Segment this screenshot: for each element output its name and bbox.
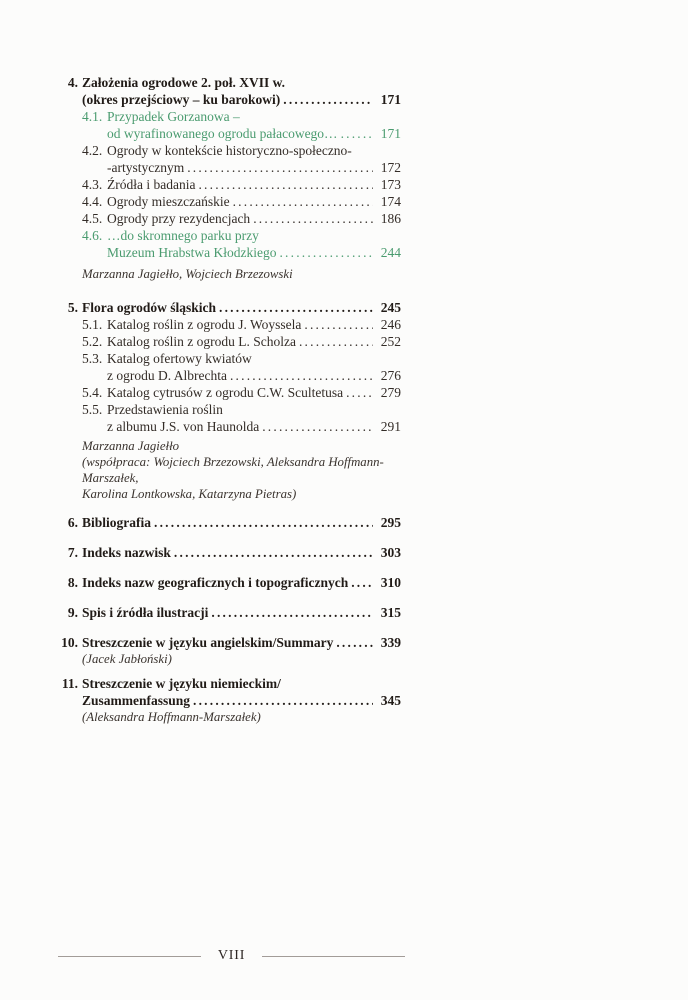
toc-entry-title: Spis i źródła ilustracji (82, 605, 209, 620)
section-authors (60, 438, 401, 502)
toc-entry-number: 4.3. (82, 177, 103, 192)
section-authors: Marzanna Jagiełło, Wojciech Brzezowski (82, 267, 293, 281)
toc-entry-title: Zusammenfassung (82, 693, 191, 708)
toc-entry-title: …do skromnego parku przy (107, 228, 259, 243)
dot-leader (230, 367, 373, 384)
toc-entry-number: 4.2. (82, 143, 103, 158)
dot-leader (187, 159, 373, 176)
toc-row (60, 350, 401, 367)
page-number: 172 (380, 160, 401, 175)
toc-entry-title: Streszczenie w języku angielskim/Summary (82, 635, 334, 650)
dot-leader (193, 692, 373, 709)
page-number: 339 (380, 635, 401, 650)
dot-leader (154, 514, 373, 531)
section-authors: (Jacek Jabłoński) (82, 652, 172, 666)
footer-rule-left (58, 956, 201, 957)
dot-leader (351, 574, 373, 591)
dot-leader (346, 384, 373, 401)
page-number: 345 (380, 693, 401, 708)
toc-row (60, 176, 401, 193)
toc-section (60, 574, 401, 591)
toc-entry-title: z ogrodu D. Albrechta (107, 368, 227, 383)
dot-leader (341, 125, 373, 142)
table-of-contents (60, 74, 401, 725)
toc-entry-number: 9. (67, 605, 78, 620)
toc-entry-title: Flora ogrodów śląskich (82, 300, 217, 315)
toc-entry-title: Indeks nazwisk (82, 545, 171, 560)
toc-row (60, 244, 401, 261)
toc-row (60, 692, 401, 709)
dot-leader (174, 544, 373, 561)
toc-row (60, 418, 401, 435)
toc-entry-title: Bibliografia (82, 515, 152, 530)
toc-entry-number: 5.2. (82, 334, 103, 349)
toc-entry-title: Katalog ofertowy kwiatów (107, 351, 252, 366)
toc-entry-number: 4.1. (82, 109, 103, 124)
toc-row (60, 316, 401, 333)
toc-entry-title: Źródła i badania (107, 177, 196, 192)
page-footer (58, 948, 405, 964)
toc-row (60, 159, 401, 176)
page-number: 244 (380, 245, 401, 260)
section-authors: (Aleksandra Hoffmann-Marszałek) (82, 710, 261, 724)
toc-entry-number: 4. (67, 75, 78, 90)
dot-leader (336, 634, 373, 651)
toc-entry-number: 5. (67, 300, 78, 315)
toc-entry-title: od wyrafinowanego ogrodu pałacowego… (107, 126, 338, 141)
toc-row (60, 91, 401, 108)
toc-row (60, 193, 401, 210)
toc-section (60, 544, 401, 561)
page-number: 245 (380, 300, 401, 315)
toc-entry-title: Indeks nazw geograficznych i topograficznych (82, 575, 349, 590)
page-number: 303 (380, 545, 401, 560)
dot-leader (283, 91, 373, 108)
toc-entry-number: 11. (61, 676, 78, 691)
toc-entry-number: 8. (67, 575, 78, 590)
page-number: 186 (380, 211, 401, 226)
toc-entry-title: Ogrody w kontekście historyczno-społeczno- (107, 143, 352, 158)
toc-entry-title: Streszczenie w języku niemieckim/ (82, 676, 281, 691)
page-number: 315 (380, 605, 401, 620)
toc-row (60, 210, 401, 227)
toc-row (60, 634, 401, 651)
section-authors-line: (współpraca: Wojciech Brzezowski, Aleksandra Hoffmann-Marszałek, (82, 455, 384, 485)
dot-leader (299, 333, 373, 350)
toc-entry-title: Ogrody mieszczańskie (107, 194, 230, 209)
toc-entry-title: Katalog roślin z ogrodu L. Scholza (107, 334, 296, 349)
dot-leader (198, 176, 373, 193)
page-number: 276 (380, 368, 401, 383)
toc-section (60, 514, 401, 531)
footer-rule-right (262, 956, 405, 957)
page-number: 252 (380, 334, 401, 349)
toc-row (60, 333, 401, 350)
section-authors-line: Marzanna Jagiełło (82, 439, 180, 453)
toc-entry-number: 5.4. (82, 385, 103, 400)
page-number: 246 (380, 317, 401, 332)
dot-leader (262, 418, 373, 435)
page-number: 291 (380, 419, 401, 434)
toc-entry-title: -artystycznym (107, 160, 185, 175)
toc-entry-title: Założenia ogrodowe 2. poł. XVII w. (82, 75, 286, 90)
toc-row (60, 108, 401, 125)
toc-section (60, 74, 401, 282)
toc-entry-title: Muzeum Hrabstwa Kłodzkiego (107, 245, 277, 260)
toc-entry-number: 6. (67, 515, 78, 530)
page-number: 174 (380, 194, 401, 209)
toc-row (60, 299, 401, 316)
toc-row (60, 401, 401, 418)
toc-entry-title: Ogrody przy rezydencjach (107, 211, 251, 226)
page-number: 279 (380, 385, 401, 400)
toc-section (60, 634, 401, 667)
toc-entry-title: z albumu J.S. von Haunolda (107, 419, 260, 434)
section-authors-line: Karolina Lontkowska, Katarzyna Pietras) (82, 487, 297, 501)
toc-section (60, 675, 401, 725)
toc-entry-title: Przedstawienia roślin (107, 402, 223, 417)
page-number: 295 (380, 515, 401, 530)
toc-entry-number: 4.6. (82, 228, 103, 243)
dot-leader (233, 193, 373, 210)
toc-section (60, 299, 401, 502)
dot-leader (253, 210, 373, 227)
toc-section (60, 604, 401, 621)
toc-entry-number: 5.1. (82, 317, 103, 332)
toc-row (60, 384, 401, 401)
page-number: 171 (380, 126, 401, 141)
toc-entry-title: (okres przejściowy – ku barokowi) (82, 92, 281, 107)
toc-entry-title: Katalog cytrusów z ogrodu C.W. Scultetusa (107, 385, 344, 400)
toc-entry-title: Przypadek Gorzanowa – (107, 109, 240, 124)
toc-entry-number: 4.4. (82, 194, 103, 209)
toc-row (60, 675, 401, 692)
dot-leader (219, 299, 373, 316)
page-number: 173 (380, 177, 401, 192)
dot-leader (279, 244, 373, 261)
toc-row (60, 125, 401, 142)
toc-row (60, 142, 401, 159)
toc-entry-number: 10. (61, 635, 78, 650)
page-number: 171 (380, 92, 401, 107)
dot-leader (211, 604, 373, 621)
toc-entry-title: Katalog roślin z ogrodu J. Woyssela (107, 317, 302, 332)
dot-leader (304, 316, 373, 333)
toc-row (60, 227, 401, 244)
toc-entry-number: 5.3. (82, 351, 103, 366)
toc-row (60, 367, 401, 384)
toc-row (60, 74, 401, 91)
toc-entry-number: 4.5. (82, 211, 103, 226)
folio-page-number: VIII (217, 948, 246, 963)
toc-entry-number: 7. (67, 545, 78, 560)
toc-entry-number: 5.5. (82, 402, 103, 417)
page-number: 310 (380, 575, 401, 590)
